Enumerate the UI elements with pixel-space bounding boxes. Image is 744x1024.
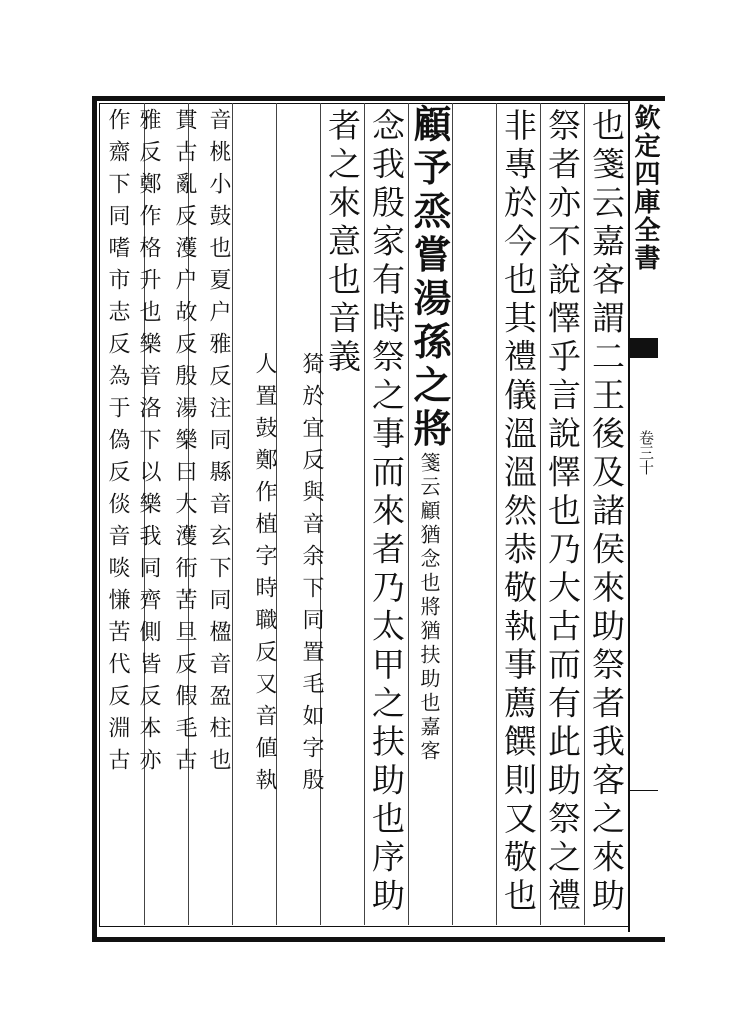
poem-line: 顧予烝嘗湯孫之將 (407, 104, 452, 452)
note-column-a: 猗於宜反與音余下同置毛如字殷 (299, 352, 324, 800)
column-rule (540, 103, 541, 925)
text-column-4 (407, 104, 452, 764)
commentary-note: 箋云顧猶念也將猶扶助也嘉客 (417, 452, 441, 764)
volume-number: 卷三十 (637, 430, 655, 475)
text-column-6 (322, 108, 362, 378)
text-column-2: 祭者亦不說懌乎言說懌也乃大古而有此助祭之禮 (543, 108, 582, 917)
column-rule (584, 103, 585, 925)
note-column-c: 音桃小鼓也夏户雅反注同縣音玄下同楹音盈柱也 (206, 108, 231, 780)
margin-band-bottom-line (630, 790, 658, 791)
commentary-end: 者之來意也 (323, 108, 362, 301)
note-column-d: 貫古亂反濩户故反殷湯樂曰大濩衎苦旦反假毛古 (172, 108, 197, 780)
text-column-5: 念我殷家有時祭之事而來者乃太甲之扶助也序助 (367, 108, 406, 917)
note-column-f: 作齋下同嗜市志反為于偽反倓音啖慊苦代反淵古 (105, 108, 130, 780)
column-rule (364, 103, 365, 925)
text-column-3: 非專於今也其禮儀溫溫然恭敬執事薦饌則又敬也 (499, 108, 538, 917)
column-rule (232, 103, 233, 925)
column-rule (496, 103, 497, 925)
pronunciation-heading: 音義 (323, 300, 362, 378)
note-column-e: 雅反鄭作格升也樂音洛下以樂我同齊側皆反本亦 (136, 108, 161, 780)
book-title: 欽定四庫全書 (630, 104, 660, 272)
fishtail-mark (628, 338, 658, 358)
note-column-b: 人置鼓鄭作植字時職反又音値執 (252, 352, 277, 800)
column-rule (452, 103, 453, 925)
text-column-1: 也箋云嘉客謂二王後及諸侯來助祭者我客之來助 (587, 108, 626, 917)
